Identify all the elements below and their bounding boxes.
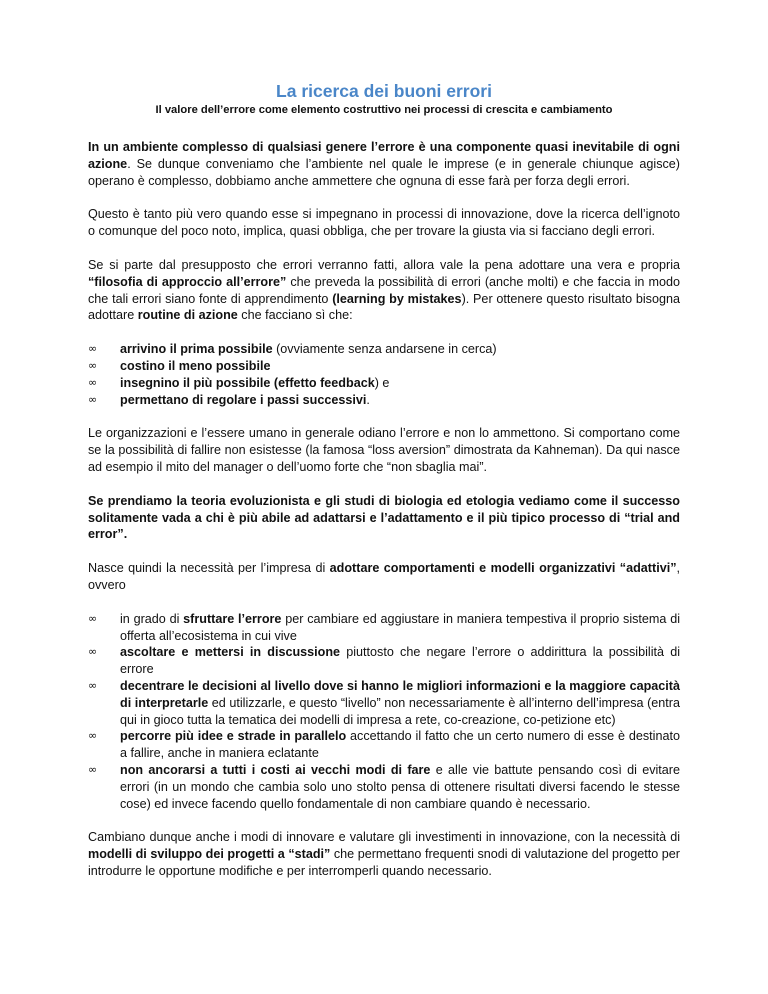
document-title: La ricerca dei buoni errori — [276, 81, 492, 101]
list-item — [88, 375, 680, 392]
list-item-bold: non ancorarsi a tutti i costi ai vecchi modi di fare — [120, 762, 431, 777]
list-item-bold: permettano di regolare i passi successivi — [120, 392, 367, 407]
list-item — [88, 762, 680, 812]
stage-text-1: Cambiano dunque anche i modi di innovare e valutare gli investimenti in innovazione, con la necessità di — [88, 830, 680, 845]
philosophy-bold-1: “filosofia di approccio all’errore” — [88, 274, 287, 289]
infinity-bullet-icon: ∞ — [88, 358, 98, 372]
paragraph-stage-gate — [88, 829, 680, 879]
list-item — [88, 644, 680, 678]
infinity-bullet-icon: ∞ — [88, 342, 98, 356]
list-item-text: per cambiare ed aggiustare in maniera tempestiva il proprio sistema di offerta all’ecosistema in cui vive — [120, 611, 681, 643]
list-item-bold: costino il meno possibile — [120, 358, 271, 373]
philosophy-text-1: Se si parte dal presupposto che errori verranno fatti, allora vale la pena adottare una vera e propria — [88, 257, 680, 272]
evolution-bold: Se prendiamo la teoria evoluzionista e gli studi di biologia ed etologia vediamo come il successo solitamente vada a chi è più abile ad adattarsi e l’adattamento e il più tipico processo di “trial and error”. — [88, 493, 680, 542]
infinity-bullet-icon: ∞ — [88, 678, 98, 692]
list-item — [88, 392, 680, 409]
adaptive-behaviour-list — [88, 611, 680, 813]
infinity-bullet-icon: ∞ — [88, 729, 98, 743]
list-item — [88, 728, 680, 762]
list-item-text: in grado di — [120, 611, 184, 626]
adaptive-text-2: , ovvero — [88, 561, 680, 592]
philosophy-text-3: ). Per ottenere questo risultato bisogna adottare — [88, 291, 680, 323]
infinity-bullet-icon: ∞ — [88, 375, 98, 389]
adaptive-bold: adottare comportamenti e modelli organizzativi “adattivi” — [329, 561, 677, 576]
list-item-text: . — [366, 392, 370, 407]
paragraph-adaptive — [88, 560, 680, 594]
philosophy-bold-3: routine di azione — [137, 308, 238, 323]
list-item-text: piuttosto che negare l’errore o addirittura la possibilità di errore — [120, 645, 680, 677]
philosophy-text-4: che facciano sì che: — [237, 308, 353, 323]
list-item-bold: arrivino il prima possibile — [120, 342, 273, 357]
error-routine-list — [88, 341, 680, 408]
paragraph-loss-aversion: Le organizzazioni e l’essere umano in generale odiano l’errore e non lo ammettono. Si comportano come se la possibilità di fallire non esistesse (la famosa “loss aversion” dimostrata da Kahneman). Da qui nasce ad esempio il mito del manager o dell’uomo forte che “non sbaglia mai”. — [88, 426, 680, 474]
intro-text: . Se dunque conveniamo che l’ambiente nel quale le imprese (e in generale chiunque agisce) operano è complesso, dobbiamo anche ammettere che ognuna di esse farà per forza degli errori. — [88, 156, 680, 188]
list-item-bold: sfruttare l’errore — [183, 611, 282, 626]
philosophy-bold-2: (learning by mistakes — [332, 291, 462, 306]
paragraph-intro — [88, 139, 680, 189]
list-item-bold: percorre più idee e strade in parallelo — [120, 729, 347, 744]
list-item-text: ed utilizzarle, e questo “livello” non necessariamente è all’interno dell’impresa (entra qui in gioco tutta la tematica dei modelli di impresa a rete, co-creazione, co-petizione etc) — [120, 695, 680, 727]
paragraph-innovation: Questo è tanto più vero quando esse si impegnano in processi di innovazione, dove la ricerca dell’ignoto o comunque del poco noto, implica, quasi obbliga, che per trovare la giusta via si facciano degli errori. — [88, 207, 680, 239]
paragraph-evolution — [88, 493, 680, 543]
list-item-text: ) e — [374, 375, 390, 390]
list-item-bold: decentrare le decisioni al livello dove si hanno le migliori informazioni e la maggiore capacità di interpretarle — [120, 678, 680, 710]
document-subtitle: Il valore dell’errore come elemento costruttivo nei processi di crescita e cambiamento — [155, 104, 613, 116]
list-item-text: (ovviamente senza andarsene in cerca) — [272, 342, 497, 357]
infinity-bullet-icon: ∞ — [88, 611, 98, 625]
list-item-text: accettando il fatto che un certo numero di esse è destinato a fallire, anche in maniera eclatante — [120, 729, 680, 761]
infinity-bullet-icon: ∞ — [88, 645, 98, 659]
list-item — [88, 358, 680, 375]
infinity-bullet-icon: ∞ — [88, 392, 98, 406]
philosophy-text-2: che preveda la possibilità di errori (anche molti) e che faccia in modo che tali errori siano fonte di apprendimento — [88, 274, 680, 306]
list-item-bold: insegnino il più possibile (effetto feedback — [120, 375, 375, 390]
list-item — [88, 678, 680, 728]
infinity-bullet-icon: ∞ — [88, 762, 98, 776]
adaptive-text-1: Nasce quindi la necessità per l’impresa di — [88, 561, 330, 576]
list-item-text: e alle vie battute pensando così di evitare errori (in un mondo che cambia solo uno stolto pensa di ottenere risultati diversi facendo le stesse cose) ed invece facendo quello fondamentale di non cambiare quando è necessario. — [120, 762, 680, 811]
intro-bold: In un ambiente complesso di qualsiasi genere l’errore è una componente quasi inevitabile di ogni azione — [88, 140, 680, 171]
paragraph-philosophy — [88, 257, 680, 324]
list-item — [88, 611, 680, 645]
stage-text-2: che permettano frequenti snodi di valutazione del progetto per introdurre le opportune modifiche e per interromperli quando necessario. — [88, 847, 681, 878]
stage-bold: modelli di sviluppo dei progetti a “stadi” — [88, 847, 331, 862]
list-item-bold: ascoltare e mettersi in discussione — [120, 645, 341, 660]
list-item — [88, 341, 680, 358]
